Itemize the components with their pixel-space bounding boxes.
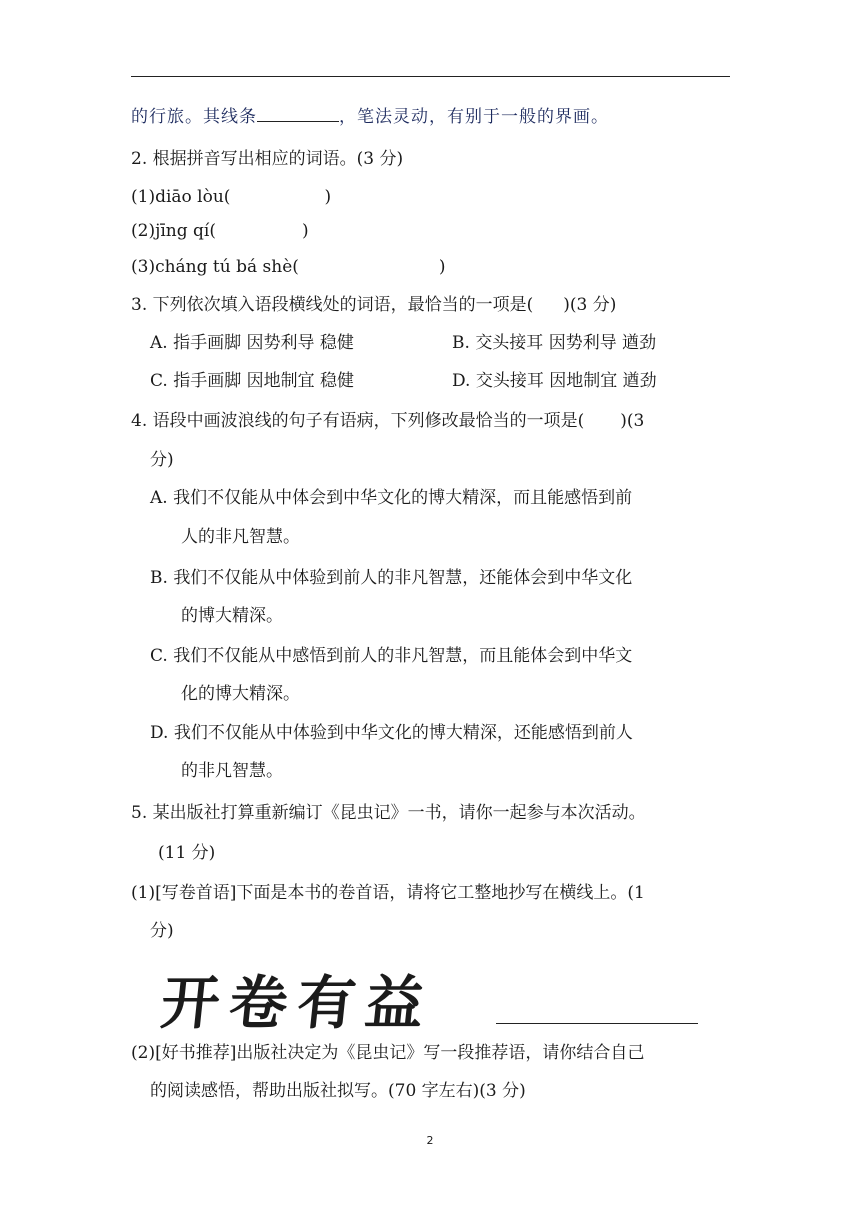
question-4-stem — [131, 410, 644, 432]
pinyin-1: (1)diāo lòu( — [131, 187, 231, 207]
option-letter: A. — [150, 488, 168, 508]
q4-option-b-cont: 的博大精深。 — [181, 606, 283, 626]
question-4-stem-cont: 分) — [150, 450, 174, 470]
fill-blank-line-quality[interactable] — [257, 105, 339, 122]
question-5-sub2: (2)[好书推荐]出版社决定为《昆虫记》写一段推荐语，请你结合自己 — [131, 1043, 645, 1063]
option-text-line1: 我们不仅能从中体验到前人的非凡智慧，还能体会到中华文化 — [173, 568, 633, 588]
question-4-stem-text: 4. 语段中画波浪线的句子有语病，下列修改最恰当的一项是( — [131, 411, 585, 431]
question-3-stem — [131, 294, 616, 316]
option-letter: C. — [150, 646, 168, 666]
pinyin-2: (2)jīng qí( — [131, 221, 216, 241]
copy-answer-line[interactable] — [496, 1023, 698, 1024]
header-rule — [131, 76, 730, 77]
q3-option-c[interactable] — [150, 370, 354, 392]
continuation-text-2: ，笔法灵动，有别于一般的界画。 — [339, 107, 609, 127]
question-5-sub2-cont: 的阅读感悟，帮助出版社拟写。(70 字左右)(3 分) — [150, 1081, 526, 1101]
question-3-score: )(3 分) — [563, 295, 617, 315]
option-letter: D. — [452, 371, 471, 391]
option-letter: B. — [150, 568, 168, 588]
q3-option-b[interactable] — [452, 332, 656, 354]
q4-option-a-cont: 人的非凡智慧。 — [181, 527, 300, 547]
continuation-text-1: 的行旅。其线条 — [131, 107, 257, 127]
option-text: 交头接耳 因地制宜 遒劲 — [475, 371, 657, 391]
q3-option-a[interactable] — [150, 332, 354, 354]
q4-option-b[interactable] — [150, 567, 632, 589]
q4-option-c-cont: 化的博大精深。 — [181, 684, 300, 704]
question-2-item-3 — [131, 256, 446, 278]
question-3-stem-text: 3. 下列依次填入语段横线处的词语，最恰当的一项是( — [131, 295, 534, 315]
option-letter: A. — [150, 333, 168, 353]
question-2-stem: 2. 根据拼音写出相应的词语。(3 分) — [131, 149, 404, 169]
option-letter: C. — [150, 371, 168, 391]
question-5-score: (11 分) — [158, 843, 216, 863]
question-5-sub1: (1)[写卷首语]下面是本书的卷首语，请将它工整地抄写在横线上。(1 — [131, 883, 645, 903]
option-text: 指手画脚 因势利导 稳健 — [173, 333, 354, 353]
paren-close-1: ) — [324, 187, 332, 207]
option-text: 交头接耳 因势利导 遒劲 — [475, 333, 657, 353]
option-letter: D. — [150, 723, 169, 743]
question-5-stem: 5. 某出版社打算重新编订《昆虫记》一书，请你一起参与本次活动。 — [131, 803, 646, 823]
pinyin-3: (3)cháng tú bá shè( — [131, 257, 299, 277]
q4-option-d[interactable] — [150, 722, 633, 744]
calligraphy-motto: 开卷有益 — [157, 969, 438, 1037]
question-2-item-1 — [131, 186, 331, 208]
option-text: 指手画脚 因地制宜 稳健 — [173, 371, 355, 391]
question-4-score: )(3 — [620, 411, 645, 431]
question-5-sub1-cont: 分) — [150, 921, 174, 941]
page-number: 2 — [426, 1134, 434, 1147]
option-text-line1: 我们不仅能从中体会到中华文化的博大精深，而且能感悟到前 — [173, 488, 633, 508]
q4-option-c[interactable] — [150, 645, 632, 667]
q4-option-d-cont: 的非凡智慧。 — [181, 761, 283, 781]
question-2-item-2 — [131, 220, 309, 242]
paren-close-2: ) — [301, 221, 309, 241]
q3-option-d[interactable] — [452, 370, 657, 392]
paren-close-3: ) — [438, 257, 446, 277]
option-letter: B. — [452, 333, 470, 353]
option-text-line1: 我们不仅能从中感悟到前人的非凡智慧，而且能体会到中华文 — [173, 646, 633, 666]
continuation-line — [131, 105, 609, 128]
q4-option-a[interactable] — [150, 487, 632, 509]
option-text-line1: 我们不仅能从中体验到中华文化的博大精深，还能感悟到前人 — [173, 723, 633, 743]
